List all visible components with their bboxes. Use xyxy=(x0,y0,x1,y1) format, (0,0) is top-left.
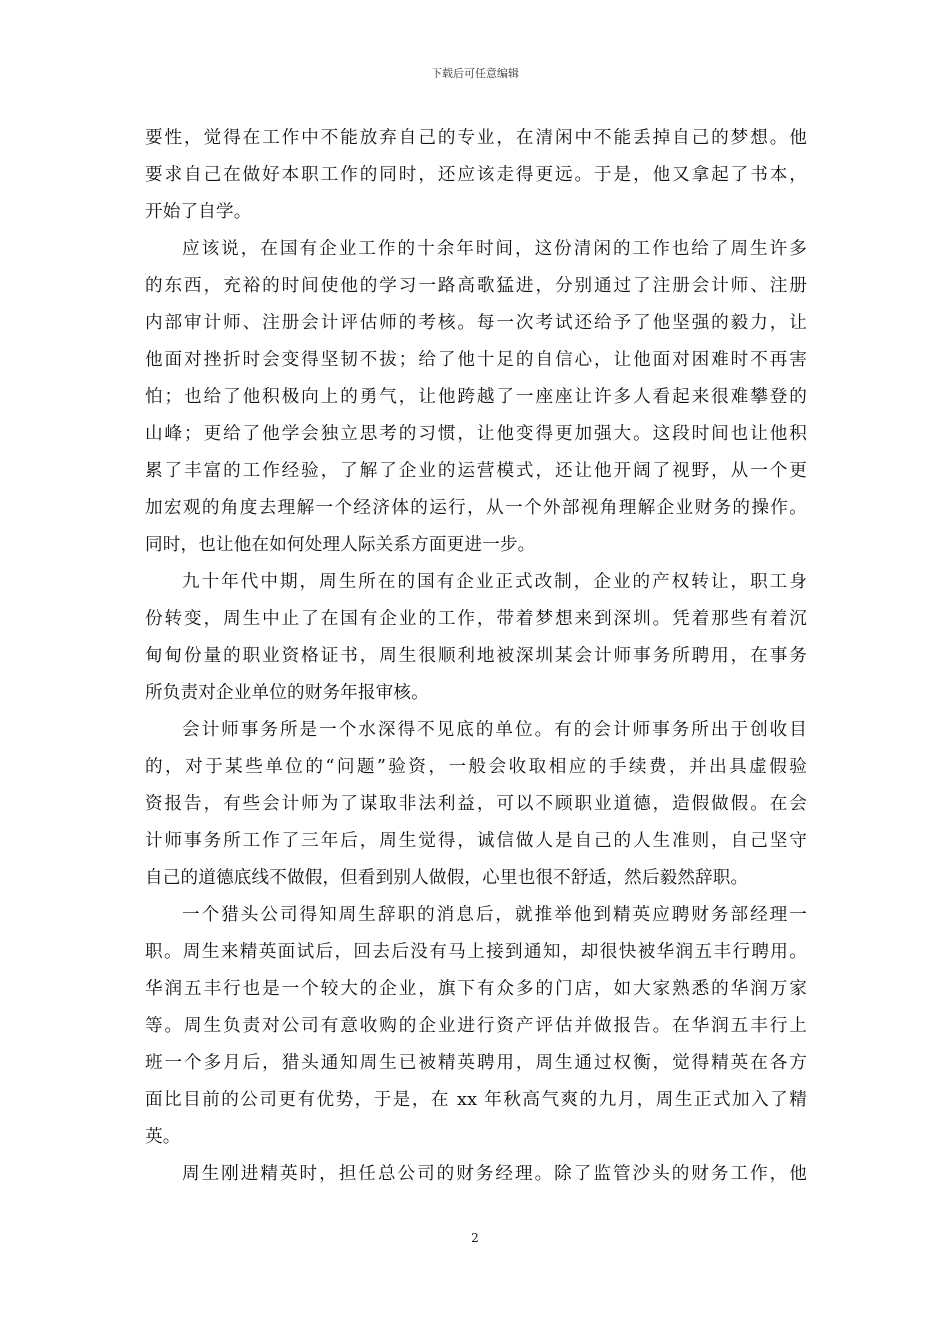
text-line: 加宏观的角度去理解一个经济体的运行，从一个外部视角理解企业财务的操作。 xyxy=(145,498,807,518)
text-line: 要求自己在做好本职工作的同时，还应该走得更远。于是，他又拿起了书本， xyxy=(145,165,807,185)
page-footer xyxy=(0,1230,950,1246)
text-line: 开始了自学。 xyxy=(145,202,252,222)
page-number: 2 xyxy=(471,1231,479,1245)
text-line: 的东西，充裕的时间使他的学习一路高歌猛进，分别通过了注册会计师、注册 xyxy=(145,276,807,296)
text-line: 一个猎头公司得知周生辞职的消息后，就推举他到精英应聘财务部经理一 xyxy=(182,905,807,925)
text-line: 怕；也给了他积极向上的勇气，让他跨越了一座座让许多人看起来很难攀登的 xyxy=(145,387,807,407)
paragraph xyxy=(145,712,807,897)
text-line: 资报告，有些会计师为了谋取非法利益，可以不顾职业道德，造假做假。在会 xyxy=(145,794,807,814)
text-line: 周生刚进精英时，担任总公司的财务经理。除了监管沙头的财务工作，他 xyxy=(182,1164,807,1184)
paragraph xyxy=(145,897,807,1156)
page-header xyxy=(0,66,950,82)
header-text: 下载后可任意编辑 xyxy=(431,67,519,80)
text-line: 所负责对企业单位的财务年报审核。 xyxy=(145,683,429,703)
text-line: 计师事务所工作了三年后，周生觉得，诚信做人是自己的人生准则，自己坚守 xyxy=(145,831,807,851)
text-line: 要性，觉得在工作中不能放弃自己的专业，在清闲中不能丢掉自己的梦想。他 xyxy=(145,128,807,148)
text-line: 同时，也让他在如何处理人际关系方面更进一步。 xyxy=(145,535,536,555)
paragraph xyxy=(145,231,807,564)
text-line: 的，对于某些单位的“问题”验资，一般会收取相应的手续费，并出具虚假验 xyxy=(145,757,807,777)
text-line: 累了丰富的工作经验，了解了企业的运营模式，还让他开阔了视野，从一个更 xyxy=(145,461,807,481)
text-line: 自己的道德底线不做假，但看到别人做假，心里也很不舒适，然后毅然辞职。 xyxy=(145,868,749,888)
paragraph xyxy=(145,564,807,712)
text-line: 会计师事务所是一个水深得不见底的单位。有的会计师事务所出于创收目 xyxy=(182,720,807,740)
text-line: 英。 xyxy=(145,1127,181,1147)
text-line: 应该说，在国有企业工作的十余年时间，这份清闲的工作也给了周生许多 xyxy=(182,239,807,259)
paragraph xyxy=(145,120,807,231)
paragraph xyxy=(145,1156,807,1193)
text-line: 内部审计师、注册会计评估师的考核。每一次考试还给予了他坚强的毅力，让 xyxy=(145,313,807,333)
document-body xyxy=(145,120,807,1193)
text-line: 等。周生负责对公司有意收购的企业进行资产评估并做报告。在华润五丰行上 xyxy=(145,1016,807,1036)
text-line: 面比目前的公司更有优势，于是，在 xx 年秋高气爽的九月，周生正式加入了精 xyxy=(145,1090,807,1110)
text-line: 他面对挫折时会变得坚韧不拔；给了他十足的自信心，让他面对困难时不再害 xyxy=(145,350,807,370)
text-line: 班一个多月后，猎头通知周生已被精英聘用，周生通过权衡，觉得精英在各方 xyxy=(145,1053,807,1073)
text-line: 山峰；更给了他学会独立思考的习惯，让他变得更加强大。这段时间也让他积 xyxy=(145,424,807,444)
text-line: 甸甸份量的职业资格证书，周生很顺利地被深圳某会计师事务所聘用，在事务 xyxy=(145,646,807,666)
text-line: 份转变，周生中止了在国有企业的工作，带着梦想来到深圳。凭着那些有着沉 xyxy=(145,609,807,629)
text-line: 九十年代中期，周生所在的国有企业正式改制，企业的产权转让，职工身 xyxy=(182,572,807,592)
text-line: 职。周生来精英面试后，回去后没有马上接到通知，却很快被华润五丰行聘用。 xyxy=(145,942,807,962)
text-line: 华润五丰行也是一个较大的企业，旗下有众多的门店，如大家熟悉的华润万家 xyxy=(145,979,807,999)
